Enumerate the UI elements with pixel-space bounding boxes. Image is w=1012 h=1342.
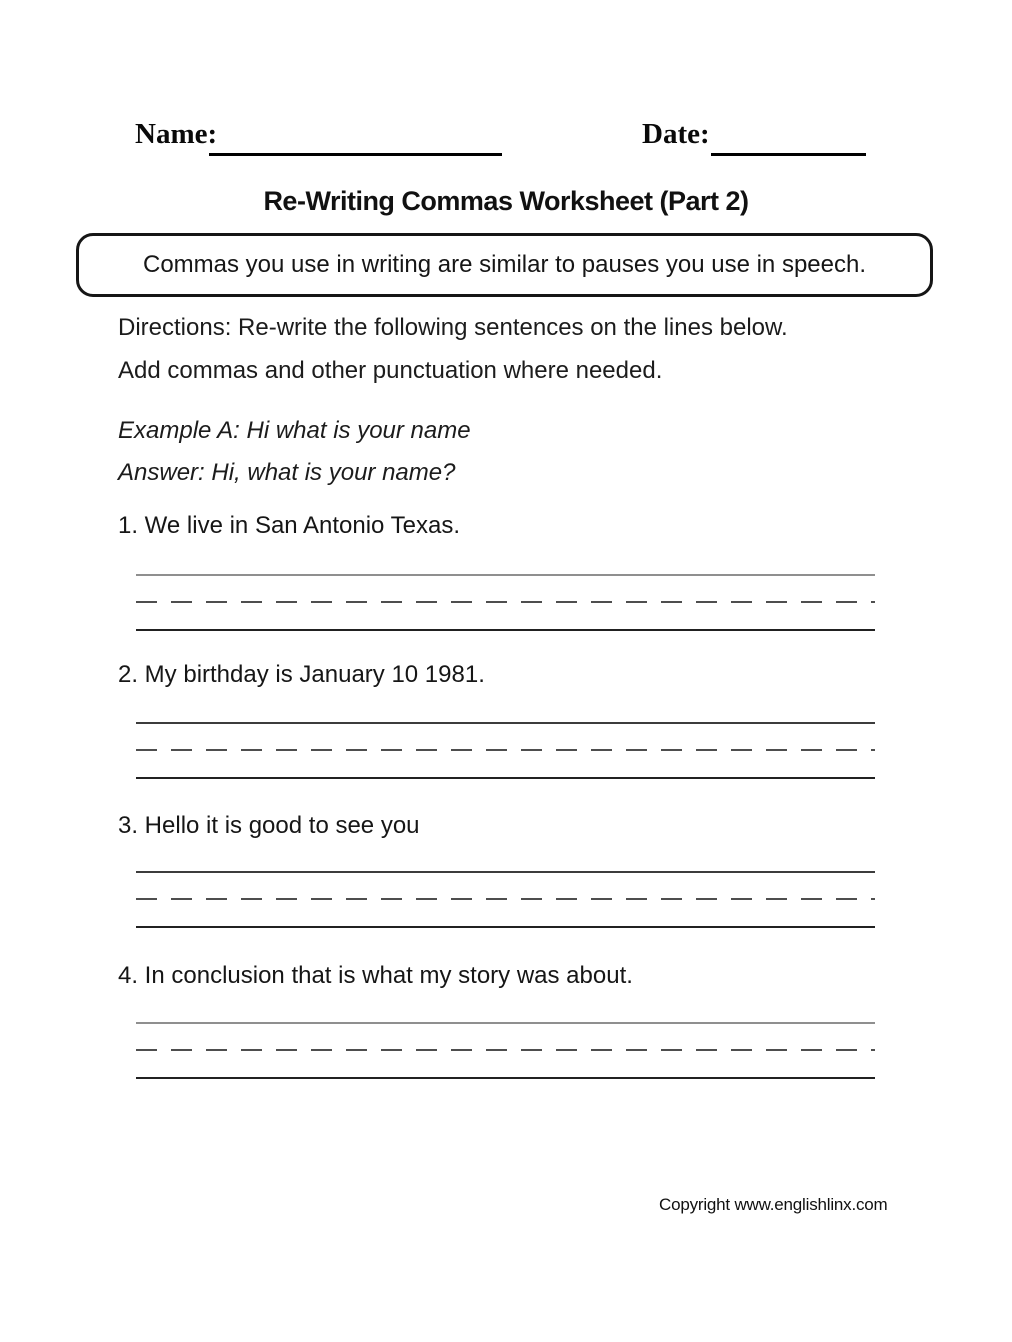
- example-block: [118, 410, 471, 494]
- directions-line-1: Directions: Re-write the following sentences on the lines below.: [118, 314, 788, 341]
- ruled-line-middle-dashed: [136, 898, 875, 900]
- directions: [118, 306, 788, 392]
- ruled-line-top: [136, 722, 875, 724]
- question-1-text: 1. We live in San Antonio Texas.: [118, 512, 460, 539]
- directions-line-2: Add commas and other punctuation where needed.: [118, 357, 663, 384]
- name-blank-line: [209, 120, 502, 156]
- answer-lines-2: [136, 722, 875, 780]
- answer-lines-1: [136, 574, 875, 632]
- callout-text: Commas you use in writing are similar to pauses you use in speech.: [143, 251, 866, 278]
- ruled-line-bottom: [136, 629, 875, 631]
- example-prompt: Example A: Hi what is your name: [118, 417, 471, 444]
- callout-box: [76, 233, 933, 297]
- date-label: Date:: [642, 118, 710, 150]
- answer-lines-4: [136, 1022, 875, 1080]
- ruled-line-top: [136, 574, 875, 576]
- ruled-line-middle-dashed: [136, 1049, 875, 1051]
- page-title: Re-Writing Commas Worksheet (Part 2): [263, 186, 749, 216]
- ruled-line-top: [136, 1022, 875, 1024]
- ruled-line-bottom: [136, 926, 875, 928]
- example-answer: Answer: Hi, what is your name?: [118, 459, 456, 486]
- ruled-line-bottom: [136, 777, 875, 779]
- copyright-text: Copyright www.englishlinx.com: [659, 1195, 888, 1214]
- answer-lines-3: [136, 871, 875, 929]
- ruled-line-bottom: [136, 1077, 875, 1079]
- ruled-line-top: [136, 871, 875, 873]
- date-blank-line: [711, 120, 866, 156]
- name-label: Name:: [135, 118, 218, 150]
- ruled-line-middle-dashed: [136, 749, 875, 751]
- question-4-text: 4. In conclusion that is what my story was about.: [118, 962, 633, 989]
- ruled-line-middle-dashed: [136, 601, 875, 603]
- question-2-text: 2. My birthday is January 10 1981.: [118, 661, 485, 688]
- question-3-text: 3. Hello it is good to see you: [118, 812, 420, 839]
